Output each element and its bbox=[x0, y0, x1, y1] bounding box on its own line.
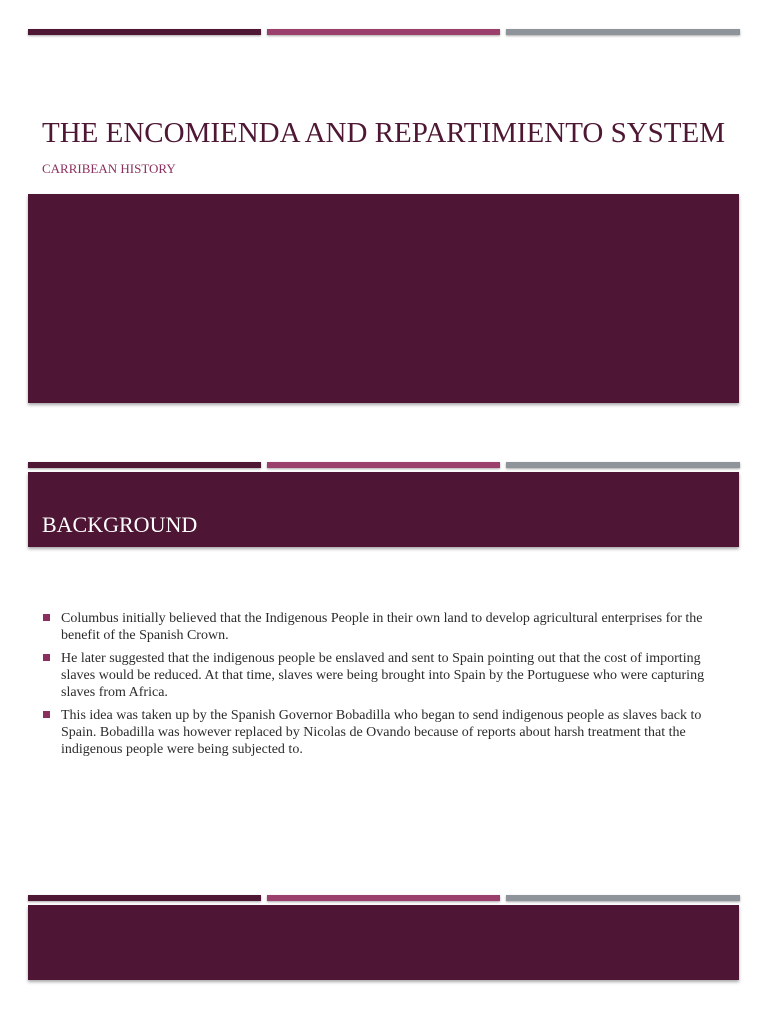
bullet-text: He later suggested that the indigenous people be enslaved and sent to Spain pointing out that the cost of importing slaves would be reduced. At that time, slaves were being brought into Spain by the Portuguese who were capturing slaves from Africa. bbox=[61, 651, 705, 700]
slide-subtitle: CARRIBEAN HISTORY bbox=[42, 161, 176, 176]
heading-banner bbox=[28, 905, 739, 980]
list-item bbox=[42, 707, 732, 758]
accent-stripe-dark bbox=[28, 895, 261, 901]
accent-stripe-magenta bbox=[267, 462, 500, 468]
accent-stripe-gray bbox=[506, 462, 740, 468]
accent-stripe-dark bbox=[28, 29, 261, 35]
accent-stripe-gray bbox=[506, 29, 740, 35]
list-item bbox=[42, 610, 732, 644]
square-bullet-icon bbox=[43, 654, 50, 661]
bullet-text: This idea was taken up by the Spanish Governor Bobadilla who began to send indigenous people as slaves back to Spain. Bobadilla was however replaced by Nicolas de Ovando because of reports about harsh treatment that the indigenous people were being subjected to. bbox=[61, 708, 702, 757]
accent-stripe-magenta bbox=[267, 29, 500, 35]
accent-stripe-gray bbox=[506, 895, 740, 901]
slide-title: THE ENCOMIENDA AND REPARTIMIENTO SYSTEM bbox=[42, 117, 726, 149]
list-item bbox=[42, 650, 732, 701]
square-bullet-icon bbox=[43, 614, 50, 621]
accent-stripe-dark bbox=[28, 462, 261, 468]
bullet-list bbox=[42, 610, 732, 764]
accent-stripe-magenta bbox=[267, 895, 500, 901]
square-bullet-icon bbox=[43, 711, 50, 718]
bullet-text: Columbus initially believed that the Indigenous People in their own land to develop agricultural enterprises for the benefit of the Spanish Crown. bbox=[61, 611, 703, 643]
section-heading: BACKGROUND bbox=[42, 512, 198, 537]
title-color-panel bbox=[28, 194, 739, 403]
